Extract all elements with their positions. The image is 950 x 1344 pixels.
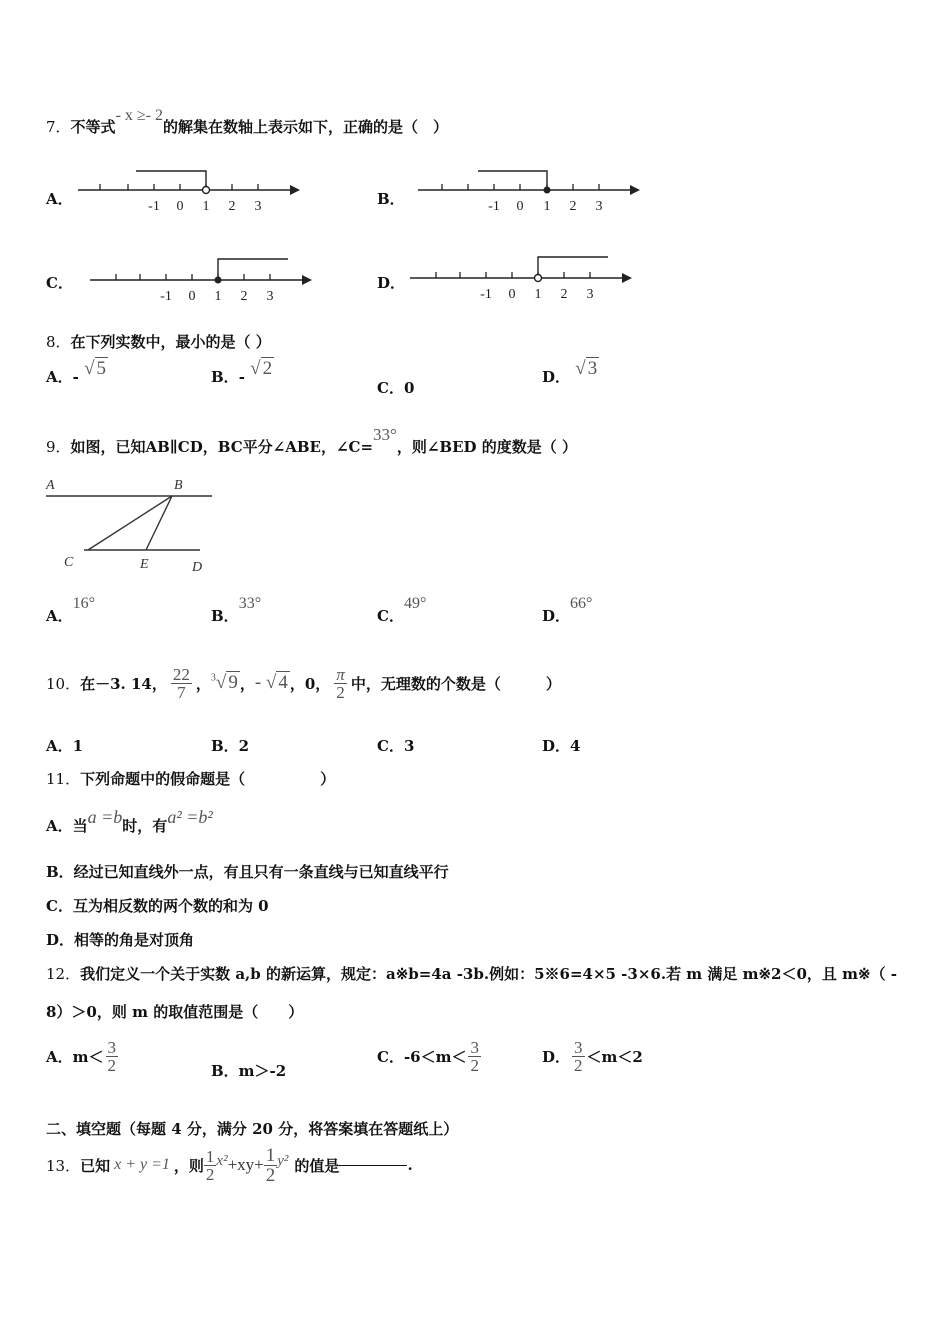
q10-text-before: 在－3. 14， xyxy=(80,674,167,693)
q7-number-line-b xyxy=(418,162,648,218)
q12-number: 12． xyxy=(46,965,81,983)
sqrt-3: √ 3 xyxy=(575,358,598,379)
q9-option-a xyxy=(46,595,96,626)
tick-label: 0 xyxy=(176,199,184,214)
q9-option-d-value: 66° xyxy=(570,595,593,612)
q12-option-c xyxy=(377,1032,481,1080)
open-point xyxy=(203,187,210,194)
tick-label: -1 xyxy=(488,199,500,214)
sqrt-radicand: 9 xyxy=(228,672,238,693)
number-line-ticks xyxy=(100,184,262,214)
q7-number: 7． xyxy=(46,118,71,136)
q9-stem xyxy=(46,425,577,457)
numerator: 3 xyxy=(574,1037,583,1057)
denominator: 7 xyxy=(171,683,192,701)
q8-stem xyxy=(46,331,271,352)
q9-option-d xyxy=(542,595,593,626)
number-line-ticks xyxy=(436,272,594,302)
point-d-label: D xyxy=(192,560,203,575)
q11-number: 11． xyxy=(46,770,81,788)
q9-option-b-label: B． xyxy=(211,607,239,625)
solution-ray-left xyxy=(478,171,547,190)
tick-label: 0 xyxy=(516,199,524,214)
tick-label: -1 xyxy=(480,287,492,302)
q9-option-a-value: 16° xyxy=(72,595,96,612)
tick-label: 2 xyxy=(240,289,248,304)
q8-option-d xyxy=(542,358,599,388)
q8-option-a-sign: - xyxy=(72,368,79,386)
q12-option-a-label: A．m＜ xyxy=(46,1047,104,1066)
q9-text-before: 如图，已知AB∥CD，BC平分∠ABE，∠C= xyxy=(70,438,374,456)
q13-text-before: 已知 xyxy=(80,1156,111,1175)
open-point xyxy=(535,275,542,282)
point-e-label: E xyxy=(140,557,149,572)
separator: ， xyxy=(239,674,255,693)
q13-text-after: 的值是 xyxy=(294,1156,340,1175)
tick-label: 0 xyxy=(188,289,196,304)
tick-label: 3 xyxy=(586,287,594,302)
point-c-label: C xyxy=(64,555,74,570)
q12-option-c-label: C．-6＜m＜ xyxy=(377,1047,467,1066)
tick-label: 2 xyxy=(228,199,236,214)
separator: ， xyxy=(195,674,211,693)
q9-option-c-value: 49° xyxy=(403,595,427,612)
q11-stem xyxy=(46,768,335,789)
q11-option-a-mid: 时，有 xyxy=(122,817,168,835)
solution-ray-right xyxy=(218,259,288,280)
q7-number-line-a xyxy=(78,162,308,218)
q11-expr-a-eq-b: a =b xyxy=(87,807,123,827)
denominator: 2 xyxy=(265,1164,276,1186)
fraction-22-7 xyxy=(171,666,192,701)
q7-text-before: 不等式 xyxy=(70,118,116,136)
q8-option-d-label: D． xyxy=(542,368,571,386)
q7-text-after: 的解集在数轴上表示如下，正确的是（ ） xyxy=(163,118,449,136)
sqrt-radicand: 3 xyxy=(587,358,598,379)
point-b-label: B xyxy=(174,478,183,493)
sqrt-2: √ 2 xyxy=(250,358,273,379)
point-a-label: A xyxy=(46,478,55,493)
fraction-1-2 xyxy=(204,1148,217,1183)
fraction-pi-2 xyxy=(334,666,347,701)
closed-point xyxy=(544,187,551,194)
tick-label: 2 xyxy=(569,199,577,214)
number-line-ticks xyxy=(116,274,274,304)
q11-option-d: D．相等的角是对顶角 xyxy=(46,931,195,949)
q13-stem xyxy=(46,1140,413,1190)
q13-mid-term: +xy+ xyxy=(227,1155,264,1174)
sqrt-radicand: 5 xyxy=(96,358,107,379)
q10-option-a: A．1 xyxy=(46,737,84,755)
q9-option-c-label: C． xyxy=(377,607,404,625)
q10-text-after: 中，无理数的个数是（ ） xyxy=(350,674,561,693)
q8-option-a xyxy=(46,358,108,388)
q8-option-a-label: A． xyxy=(46,368,73,386)
tick-label: 2 xyxy=(560,287,568,302)
q11-option-a-prefix: A．当 xyxy=(46,817,88,835)
q7-number-line-d xyxy=(410,250,640,306)
solution-ray-left xyxy=(136,171,206,190)
numerator: 1 xyxy=(265,1144,276,1166)
tick-label: 3 xyxy=(595,199,603,214)
section-title: 二、填空题（每题 4 分，满分 20 分，将答案填在答题纸上） xyxy=(46,1120,459,1138)
q8-option-c: C．0 xyxy=(377,379,415,397)
closed-point xyxy=(215,277,222,284)
fraction-3-2 xyxy=(572,1039,585,1074)
tick-label: 3 xyxy=(266,289,274,304)
numerator: 3 xyxy=(107,1037,117,1057)
q12-line1: 我们定义一个关于实数 a,b 的新运算，规定：a※b=4a -3b.例如：5※6=4×5 -3×6.若 m 满足 m※2＜0，且 m※（ - xyxy=(80,965,898,983)
denominator: 2 xyxy=(574,1055,583,1075)
q9-option-a-label: A． xyxy=(46,607,73,625)
q12-stem-line1 xyxy=(46,963,897,984)
fraction-3-2 xyxy=(468,1039,481,1074)
q8-text: 在下列实数中，最小的是（ ） xyxy=(70,333,271,351)
q13-end: . xyxy=(407,1156,413,1174)
numerator: 1 xyxy=(205,1146,215,1166)
neg-sqrt-4: - √ 4 xyxy=(254,672,288,693)
q12-option-d-label: D． xyxy=(542,1047,571,1066)
y-squared: y² xyxy=(277,1152,289,1169)
q7-inequality: - x ≥- 2 xyxy=(115,107,163,124)
q7-number-line-c xyxy=(90,252,320,308)
q8-option-b-sign: - xyxy=(238,368,245,386)
q9-option-d-label: D． xyxy=(542,607,571,625)
numerator: 22 xyxy=(172,664,190,684)
number-line-ticks xyxy=(442,184,603,214)
q7-option-b-label: B． xyxy=(377,190,405,208)
tick-label: 1 xyxy=(202,199,210,214)
cube-root-9: $^3$√ 9 xyxy=(210,672,238,693)
q10-number: 10． xyxy=(46,674,81,693)
q13-expr-x-plus-y: x + y =1 xyxy=(114,1156,170,1173)
denominator: 2 xyxy=(107,1055,117,1075)
numerator: π xyxy=(336,664,345,684)
denominator: 2 xyxy=(334,683,347,701)
q10-zero: ，0， xyxy=(289,674,331,693)
q9-option-b xyxy=(211,595,262,626)
q9-figure xyxy=(44,474,214,578)
q12-option-b: B．m＞-2 xyxy=(211,1062,287,1080)
q13-text-mid: ，则 xyxy=(173,1156,204,1175)
fraction-3-2 xyxy=(106,1039,119,1074)
q13-number: 13． xyxy=(46,1156,81,1175)
q12-option-d xyxy=(542,1032,643,1080)
tick-label: 1 xyxy=(543,199,551,214)
q7-stem xyxy=(46,107,449,137)
q7-option-c-label: C． xyxy=(46,274,73,292)
sqrt-radicand: 2 xyxy=(262,358,273,379)
q11-expr-a2-eq-b2: a² =b² xyxy=(167,807,213,827)
q8-option-b-label: B． xyxy=(211,368,239,386)
root-index: 3 xyxy=(210,672,216,684)
q9-number: 9． xyxy=(46,438,71,456)
q10-stem xyxy=(46,652,561,714)
q9-option-c xyxy=(377,595,427,626)
q9-angle: 33° xyxy=(373,425,397,444)
sqrt-5: √ 5 xyxy=(84,358,107,379)
denominator: 2 xyxy=(470,1055,479,1075)
tick-label: 0 xyxy=(508,287,516,302)
q8-option-b xyxy=(211,358,274,388)
q10-option-d: D．4 xyxy=(542,737,581,755)
sqrt-radicand: 4 xyxy=(278,672,288,693)
q10-option-c: C．3 xyxy=(377,737,415,755)
q9-option-b-value: 33° xyxy=(238,595,262,612)
tick-label: -1 xyxy=(148,199,160,214)
tick-label: 3 xyxy=(254,199,262,214)
q10-option-b: B．2 xyxy=(211,737,250,755)
q12-option-d-tail: ＜m＜2 xyxy=(586,1047,643,1066)
tick-label: 1 xyxy=(214,289,222,304)
solution-ray-right xyxy=(538,257,608,278)
q12-stem-line2: 8）＞0，则 m 的取值范围是（ ） xyxy=(46,1003,304,1021)
numerator: 3 xyxy=(470,1037,479,1057)
fraction-1-2 xyxy=(264,1146,278,1185)
q11-option-b: B．经过已知直线外一点，有且只有一条直线与已知直线平行 xyxy=(46,863,449,881)
q7-option-d-label: D． xyxy=(377,274,406,292)
tick-label: -1 xyxy=(160,289,172,304)
denominator: 2 xyxy=(205,1164,215,1184)
q7-option-a-label: A． xyxy=(46,190,73,208)
q9-text-after: ，则∠BED 的度数是（ ） xyxy=(396,438,577,456)
q11-text: 下列命题中的假命题是（ ） xyxy=(80,770,336,788)
q12-option-a xyxy=(46,1032,118,1080)
q8-number: 8． xyxy=(46,333,71,351)
q11-option-a xyxy=(46,807,213,836)
tick-label: 1 xyxy=(534,287,542,302)
q11-option-c: C．互为相反数的两个数的和为 0 xyxy=(46,897,269,915)
x-squared: x² xyxy=(216,1152,228,1169)
answer-blank[interactable] xyxy=(339,1165,407,1166)
minus-sign: - xyxy=(254,672,262,693)
